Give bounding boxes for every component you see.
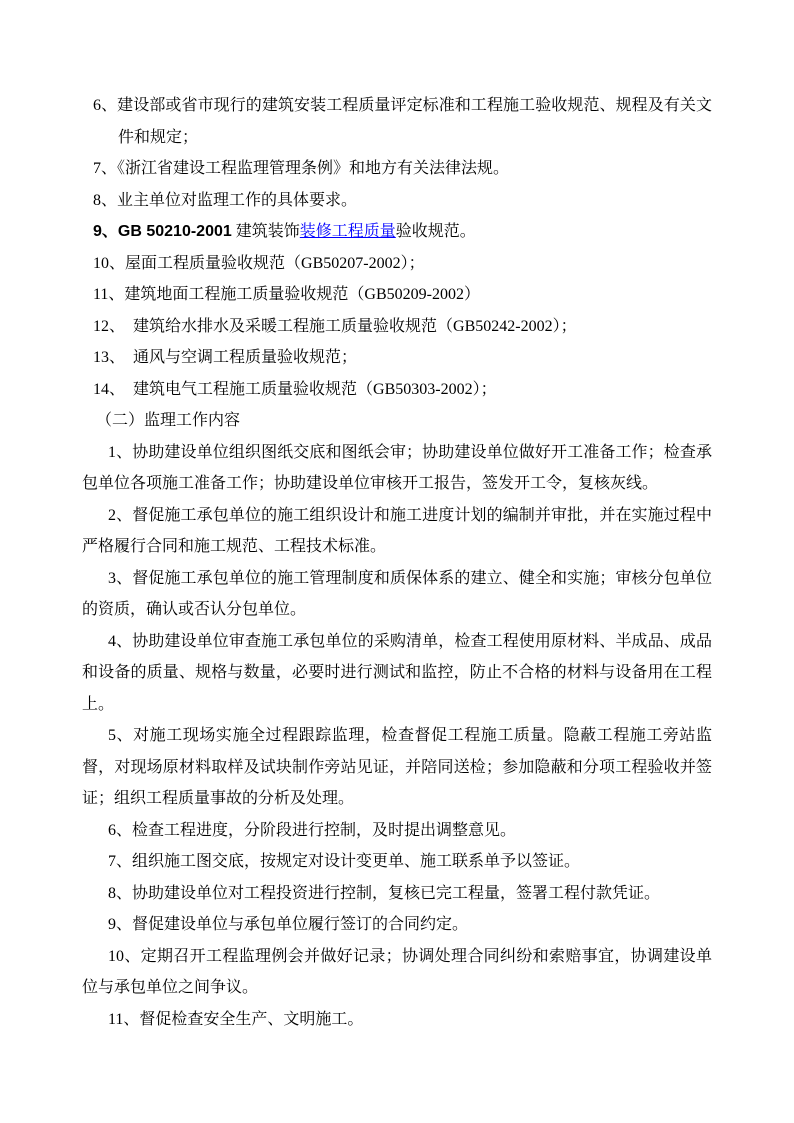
supervision-paragraph-11: 11、督促检查安全生产、文明施工。	[108, 1010, 364, 1028]
regulation-item-number: 10、	[93, 254, 126, 272]
regulation-item-text: 建设部或省市现行的建筑安装工程质量评定标准和工程施工验收规范、规程及有关文件和规定；	[117, 97, 712, 146]
gb-item-text-after-link: 验收规范。	[395, 223, 476, 240]
supervision-paragraph-4: 4、协助建设单位审查施工承包单位的采购清单，检查工程使用原材料、半成品、成品和设备的质量、规格与数量，必要时进行测试和监控，防止不合格的材料与设备用在工程上。	[82, 632, 712, 713]
supervision-paragraph-1: 1、协助建设单位组织图纸交底和图纸会审；协助建设单位做好开工准备工作；检查承包单位各项施工准备工作；协助建设单位审核开工报告，签发开工令，复核灰线。	[82, 443, 712, 492]
regulation-item-text: 通风与空调工程质量验收规范；	[117, 349, 358, 366]
regulation-item-number: 14、	[93, 380, 118, 398]
supervision-paragraph-6: 6、检查工程进度，分阶段进行控制，及时提出调整意见。	[108, 821, 517, 839]
regulations-list	[82, 90, 712, 405]
regulation-item-text: 建筑地面工程施工质量验收规范（GB50209-2002）	[124, 286, 480, 303]
supervision-paragraph-5: 5、对施工现场实施全过程跟踪监理，检查督促工程施工质量。隐蔽工程施工旁站监督，对现场原材料取样及试块制作旁站见证，并陪同送检；参加隐蔽和分项工程验收并签证；组织工程质量事故的分析及处理。	[82, 727, 712, 807]
regulation-item-number: 12、	[93, 317, 118, 335]
regulation-item-number: 13、	[93, 349, 118, 366]
regulation-item-number: 6、	[93, 97, 118, 114]
section-heading-supervision-scope: （二）监理工作内容	[96, 412, 241, 429]
decoration-quality-hyperlink[interactable]: 装修工程质量	[299, 223, 396, 240]
supervision-paragraph-7: 7、组织施工图交底，按规定对设计变更单、施工联系单予以签证。	[108, 853, 581, 870]
regulation-item-11	[82, 279, 712, 311]
regulation-item-text: 屋面工程质量验收规范（GB50207-2002）；	[125, 254, 425, 272]
regulation-item-text: 业主单位对监理工作的具体要求。	[117, 191, 358, 209]
gb-standard-code: 9、GB 50210-2001	[93, 223, 232, 240]
supervision-paragraph-9: 9、督促建设单位与承包单位履行签订的合同约定。	[108, 916, 469, 933]
regulation-item-text: 《浙江省建设工程监理管理条例》和地方有关法律法规。	[117, 160, 510, 177]
regulation-item-8	[82, 185, 712, 217]
supervision-paragraph-2: 2、督促施工承包单位的施工组织设计和施工进度计划的编制并审批，并在实施过程中严格履行合同和施工规范、工程技术标准。	[82, 506, 712, 555]
regulation-item-14	[82, 374, 712, 406]
supervision-content-list	[82, 437, 712, 1036]
supervision-paragraph-8: 8、协助建设单位对工程投资进行控制，复核已完工程量，签署工程付款凭证。	[108, 884, 661, 902]
regulation-item-7	[82, 153, 712, 185]
regulation-item-number: 11、	[93, 286, 125, 303]
regulation-item-13	[82, 342, 712, 374]
regulation-item-6	[82, 90, 712, 153]
regulation-item-text: 建筑电气工程施工质量验收规范（GB50303-2002）；	[117, 380, 497, 398]
regulation-item-number: 7、	[93, 160, 118, 177]
supervision-paragraph-10: 10、定期召开工程监理例会并做好记录；协调处理合同纠纷和索赔事宜，协调建设单位与承包单位之间争议。	[82, 947, 712, 996]
supervision-paragraph-3: 3、督促施工承包单位的施工管理制度和质保体系的建立、健全和实施；审核分包单位的资质，确认或否认分包单位。	[82, 569, 712, 618]
regulation-item-10	[82, 248, 712, 280]
gb-item-text-before-link: 建筑装饰	[231, 223, 300, 240]
regulation-item-9-gb50210	[82, 216, 712, 248]
regulation-item-number: 8、	[93, 191, 118, 209]
regulation-item-12	[82, 311, 712, 343]
regulation-item-text: 建筑给水排水及采暖工程施工质量验收规范（GB50242-2002）；	[117, 317, 577, 335]
